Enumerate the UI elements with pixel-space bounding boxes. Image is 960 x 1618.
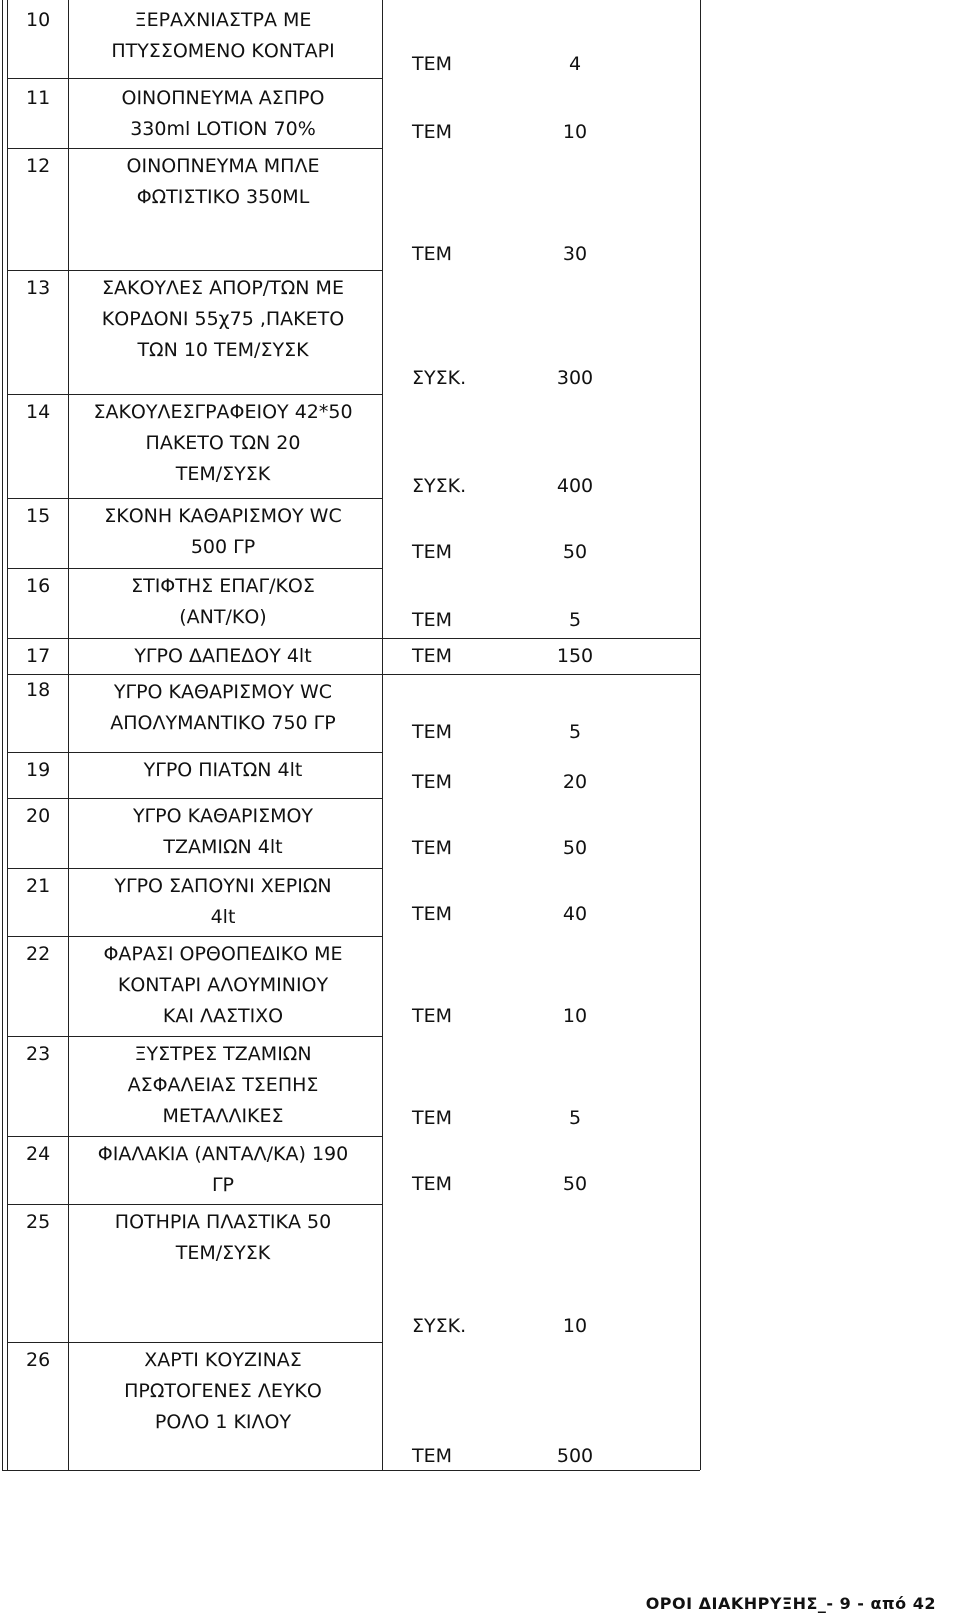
- item-quantity: 5: [568, 609, 582, 631]
- description-line: ΥΓΡΟ ΚΑΘΑΡΙΣΜΟΥ: [132, 805, 314, 827]
- description-line: ΟΙΝΟΠΝΕΥΜΑ ΑΣΠΡΟ: [121, 87, 325, 109]
- item-unit: ΤΕΜ: [412, 121, 453, 143]
- description-line: ΓΡ: [211, 1174, 235, 1196]
- item-number: 26: [26, 1349, 51, 1371]
- item-description: [68, 1208, 378, 1268]
- row-divider: [7, 1136, 382, 1137]
- description-line: ΣΑΚΟΥΛΕΣΓΡΑΦΕΙΟΥ 42*50: [93, 401, 353, 423]
- item-description: [68, 6, 378, 66]
- row-divider: [7, 752, 382, 753]
- item-quantity: 40: [562, 903, 588, 925]
- description-line: ΤΖΑΜΙΩΝ 4lt: [163, 836, 283, 858]
- item-quantity: 4: [568, 53, 582, 75]
- item-description: [68, 1346, 378, 1437]
- description-line: ΜΕΤΑΛΛΙΚΕΣ: [162, 1105, 284, 1127]
- item-description: [68, 274, 378, 365]
- row-divider: [7, 148, 382, 149]
- description-line: ΣΑΚΟΥΛΕΣ ΑΠΟΡ/ΤΩΝ ΜΕ: [102, 277, 344, 299]
- description-line: ΚΟΝΤΑΡΙ ΑΛΟΥΜΙΝΙΟΥ: [117, 974, 329, 996]
- item-number: 10: [26, 9, 51, 31]
- description-line: ΧΑΡΤΙ ΚΟΥΖΙΝΑΣ: [144, 1349, 302, 1371]
- description-line: ΣΚΟΝΗ ΚΑΘΑΡΙΣΜΟΥ WC: [104, 505, 342, 527]
- row-divider: [7, 568, 382, 569]
- item-unit: ΤΕΜ: [412, 771, 453, 793]
- item-unit: ΤΕΜ: [412, 243, 453, 265]
- item-unit: ΤΕΜ: [412, 1445, 453, 1467]
- item-unit: ΤΕΜ: [412, 721, 453, 743]
- item-unit: ΤΕΜ: [412, 903, 453, 925]
- item-unit: ΤΕΜ: [412, 609, 453, 631]
- description-line: ΡΟΛΟ 1 ΚΙΛΟΥ: [154, 1411, 292, 1433]
- item-description: [68, 940, 378, 1031]
- item-quantity: 20: [562, 771, 588, 793]
- item-description: [68, 572, 378, 632]
- description-line: ΦΑΡΑΣΙ ΟΡΘΟΠΕΔΙΚΟ ΜΕ: [103, 943, 343, 965]
- item-quantity: 50: [562, 541, 588, 563]
- description-line: ΥΓΡΟ ΚΑΘΑΡΙΣΜΟΥ WC: [113, 681, 333, 703]
- item-description: [68, 1140, 378, 1200]
- description-line: ΑΠΟΛΥΜΑΝΤΙΚΟ 750 ΓΡ: [110, 712, 336, 734]
- item-unit: ΣΥΣΚ.: [412, 1315, 467, 1337]
- item-description: [68, 678, 378, 738]
- item-quantity: 50: [562, 1173, 588, 1195]
- description-line: ΑΣΦΑΛΕΙΑΣ ΤΣΕΠΗΣ: [127, 1074, 319, 1096]
- description-line: 4lt: [210, 906, 236, 928]
- item-description: [68, 152, 378, 212]
- item-number: 22: [26, 943, 51, 965]
- description-line: ΣΤΙΦΤΗΣ ΕΠΑΓ/ΚΟΣ: [131, 575, 315, 597]
- description-line: ΠΟΤΗΡΙΑ ΠΛΑΣΤΙΚΑ 50: [114, 1211, 332, 1233]
- description-line: ΠΡΩΤΟΓΕΝΕΣ ΛΕΥΚΟ: [124, 1380, 322, 1402]
- item-description: [68, 1040, 378, 1131]
- item-unit: ΤΕΜ: [412, 1005, 453, 1027]
- row-divider: [7, 1036, 382, 1037]
- item-number: 20: [26, 805, 51, 827]
- row-divider: [7, 394, 382, 395]
- item-number: 17: [26, 645, 51, 667]
- row-divider: [7, 798, 382, 799]
- item-quantity: 10: [562, 1315, 588, 1337]
- description-line: ΦΩΤΙΣΤΙΚΟ 350ML: [136, 186, 310, 208]
- item-number: 18: [26, 679, 51, 701]
- item-number: 24: [26, 1143, 51, 1165]
- item-number: 25: [26, 1211, 51, 1233]
- description-line: ΤΩΝ 10 ΤΕΜ/ΣΥΣΚ: [137, 339, 309, 361]
- item-description: [68, 84, 378, 144]
- item-number: 23: [26, 1043, 51, 1065]
- item-number: 12: [26, 155, 51, 177]
- description-line: ΥΓΡΟ ΠΙΑΤΩΝ 4lt: [143, 759, 303, 781]
- row-divider: [7, 674, 700, 675]
- description-line: ΞΥΣΤΡΕΣ ΤΖΑΜΙΩΝ: [134, 1043, 312, 1065]
- description-line: ΚΟΡΔΟΝΙ 55χ75 ,ΠΑΚΕΤΟ: [101, 308, 345, 330]
- description-line: ΤΕΜ/ΣΥΣΚ: [175, 463, 271, 485]
- page-footer: ΟΡΟΙ ΔΙΑΚΗΡΥΞΗΣ_- 9 - από 42: [645, 1594, 936, 1613]
- description-line: (ΑΝΤ/ΚΟ): [179, 606, 267, 628]
- description-line: ΠΑΚΕΤΟ ΤΩΝ 20: [145, 432, 301, 454]
- item-number: 13: [26, 277, 51, 299]
- description-line: 500 ΓΡ: [190, 536, 256, 558]
- row-divider: [7, 270, 382, 271]
- row-divider: [7, 1204, 382, 1205]
- item-quantity: 150: [556, 645, 594, 667]
- item-quantity: 300: [556, 367, 594, 389]
- description-line: ΞΕΡΑΧΝΙΑΣΤΡΑ ΜΕ: [134, 9, 312, 31]
- item-description: [68, 502, 378, 562]
- item-unit: ΤΕΜ: [412, 645, 453, 667]
- item-number: 11: [26, 87, 51, 109]
- item-quantity: 10: [562, 1005, 588, 1027]
- description-line: ΠΤΥΣΣΟΜΕΝΟ ΚΟΝΤΑΡΙ: [111, 40, 335, 62]
- item-description: [68, 756, 378, 785]
- item-unit: ΤΕΜ: [412, 541, 453, 563]
- row-divider: [7, 1342, 382, 1343]
- item-description: [68, 802, 378, 862]
- description-line: ΥΓΡΟ ΣΑΠΟΥΝΙ ΧΕΡΙΩΝ: [114, 875, 332, 897]
- description-line: 330ml LOTION 70%: [130, 118, 316, 140]
- item-number: 15: [26, 505, 51, 527]
- item-number: 19: [26, 759, 51, 781]
- description-line: ΚΑΙ ΛΑΣΤΙΧΟ: [162, 1005, 284, 1027]
- item-description: [68, 872, 378, 932]
- row-divider: [7, 78, 382, 79]
- item-quantity: 500: [556, 1445, 594, 1467]
- item-quantity: 5: [568, 721, 582, 743]
- description-line: ΟΙΝΟΠΝΕΥΜΑ ΜΠΛΕ: [126, 155, 320, 177]
- item-unit: ΤΕΜ: [412, 1107, 453, 1129]
- item-description: [68, 642, 378, 671]
- item-number: 16: [26, 575, 51, 597]
- item-unit: ΤΕΜ: [412, 837, 453, 859]
- item-quantity: 400: [556, 475, 594, 497]
- column-divider-description: [382, 0, 383, 1470]
- item-number: 21: [26, 875, 51, 897]
- item-quantity: 50: [562, 837, 588, 859]
- description-line: ΤΕΜ/ΣΥΣΚ: [175, 1242, 271, 1264]
- row-divider: [7, 936, 382, 937]
- item-quantity: 5: [568, 1107, 582, 1129]
- row-divider: [7, 498, 382, 499]
- description-line: ΦΙΑΛΑΚΙΑ (ΑΝΤΑΛ/ΚΑ) 190: [97, 1143, 349, 1165]
- item-number: 14: [26, 401, 51, 423]
- description-line: ΥΓΡΟ ΔΑΠΕΔΟΥ 4lt: [134, 645, 312, 667]
- item-unit: ΤΕΜ: [412, 53, 453, 75]
- item-unit: ΣΥΣΚ.: [412, 367, 467, 389]
- table-left-border: [2, 0, 3, 1470]
- row-divider: [7, 638, 700, 639]
- item-unit: ΣΥΣΚ.: [412, 475, 467, 497]
- item-quantity: 10: [562, 121, 588, 143]
- row-divider: [7, 868, 382, 869]
- table-right-border: [700, 0, 701, 1470]
- item-quantity: 30: [562, 243, 588, 265]
- item-unit: ΤΕΜ: [412, 1173, 453, 1195]
- item-description: [68, 398, 378, 489]
- table-left-border-inner: [7, 0, 8, 1470]
